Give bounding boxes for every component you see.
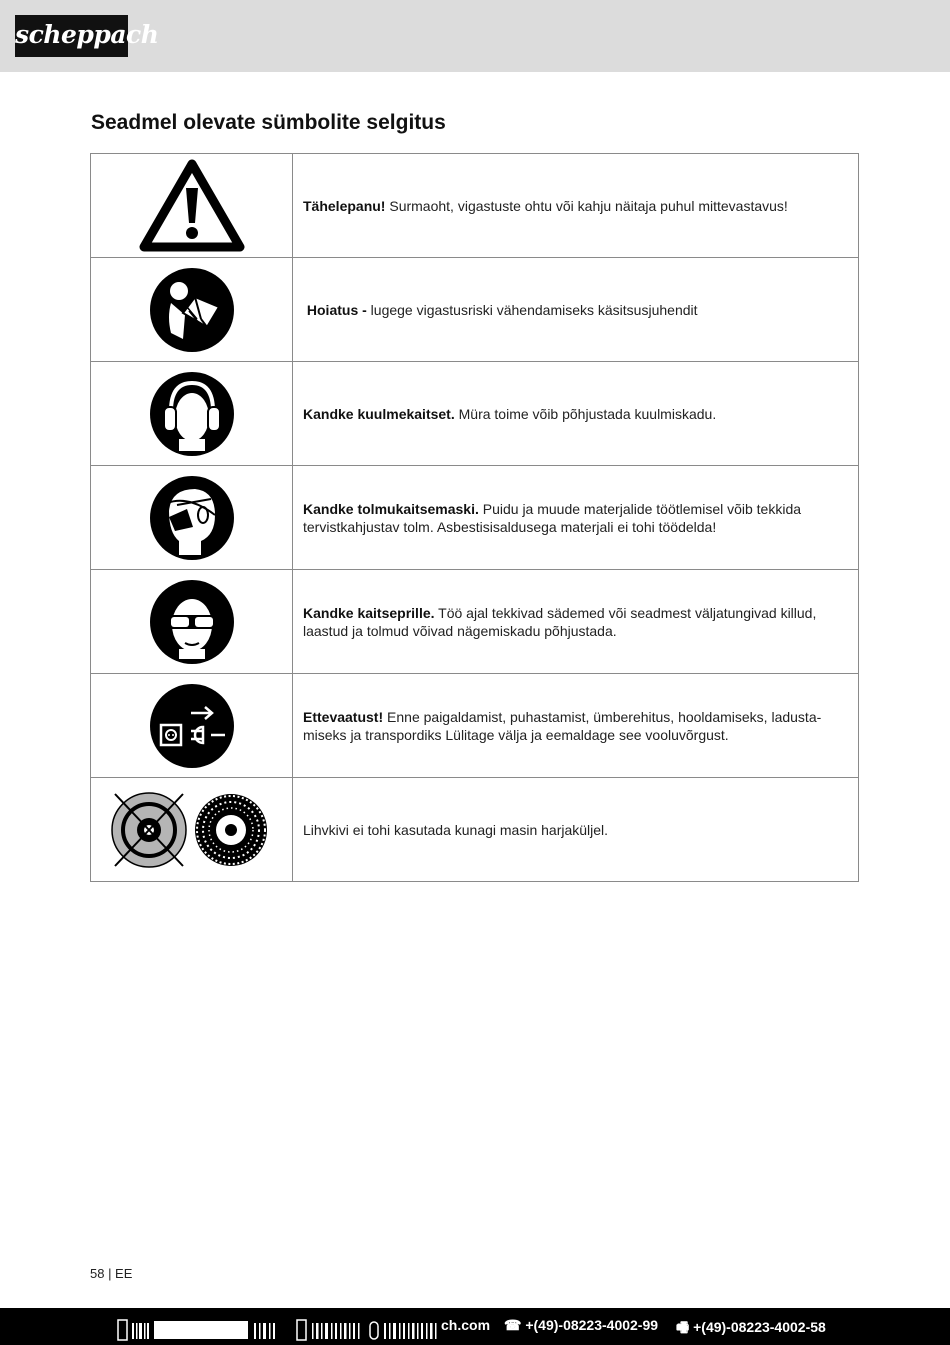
table-row [91,778,859,882]
safety-goggles-icon [149,579,235,665]
symbol-title: Kandke kuulmekaitset. [303,405,455,422]
scheppach-logo: scheppach [15,15,128,57]
symbol-description: Lihvkivi ei tohi kasutada kunagi masin harjaküljel. [303,821,609,838]
warning-triangle-icon [139,158,245,254]
footer-garbled-graphic [116,1318,441,1342]
symbol-title: Kandke kaitseprille. [303,604,435,621]
no-grinding-disc-icon [107,790,277,870]
symbol-description: Töö ajal tekkivad sädemed või seadmest väljatungivad killud, laastud ja tolmud võivad nägemiskadu põhjustada. [303,604,817,639]
symbol-title: Ettevaatust! [303,708,384,725]
footer-website: ch.com [441,1317,491,1333]
table-row [91,674,859,778]
page-number: 58 | EE [90,1266,133,1281]
table-row [91,362,859,466]
unplug-icon [149,683,235,769]
symbol-title: Hoiatus - [306,301,367,318]
table-row [91,258,859,362]
symbol-description: Surmaoht, vigastuste ohtu või kahju näitaja puhul mittevastavus! [385,197,788,214]
table-row [91,154,859,258]
table-row [91,466,859,570]
symbol-title: Tähelepanu! [303,197,386,214]
symbol-description: Müra toime võib põhjustada kuulmiskadu. [454,405,717,422]
symbol-description: lugege vigastusriski vähendamiseks käsitsusjuhendit [366,301,698,318]
symbol-title: Kandke tolmukaitsemaski. [303,500,479,517]
symbols-table [90,153,859,882]
table-row [91,570,859,674]
page-title: Seadmel olevate sümbolite selgitus [91,111,446,134]
ear-protection-icon [149,371,235,457]
symbol-description: Puidu ja muude materjalide töötlemisel võib tekkida tervistkahjustav tolm. Asbestisisaldusega materjali ei tohi töödelda! [303,500,802,535]
read-manual-icon [149,267,235,353]
footer-phone: ☎ +(49)-08223-4002-99 [504,1317,659,1333]
header-bar [0,0,950,72]
symbol-description: Enne paigaldamist, puhastamist, ümberehitus, hooldamiseks, ladusta-miseks ja transpordiks Lülitage välja ja eemaldage see vooluvõrgust. [303,708,822,743]
footer-fax: 🖷 +(49)-08223-4002-58 [676,1319,826,1335]
dust-mask-icon [149,475,235,561]
